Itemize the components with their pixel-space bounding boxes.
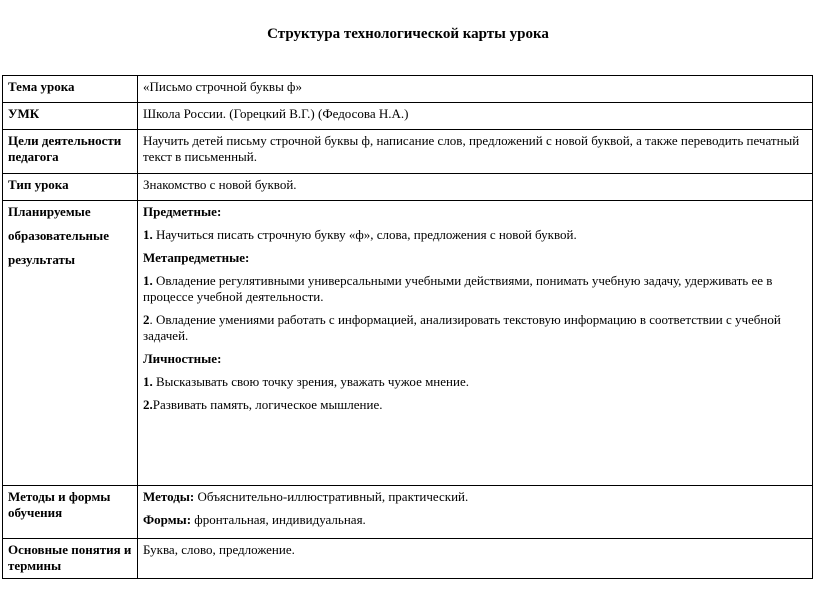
forms-text: фронтальная, индивидуальная. bbox=[191, 512, 366, 527]
meta-result-item bbox=[143, 273, 807, 305]
umk-value: Школа России. (Горецкий В.Г.) (Федосова Н.А.) bbox=[138, 103, 813, 130]
item-number: 1. bbox=[143, 374, 153, 389]
methods-value bbox=[138, 486, 813, 539]
item-number: 1. bbox=[143, 273, 153, 288]
item-text: Научиться писать строчную букву «ф», слова, предложения с новой буквой. bbox=[152, 227, 577, 242]
umk-label: УМК bbox=[3, 103, 138, 130]
personal-results-heading: Личностные: bbox=[143, 351, 222, 366]
results-value bbox=[138, 201, 813, 486]
meta-results-heading: Метапредметные: bbox=[143, 250, 250, 265]
lesson-type-value: Знакомство с новой буквой. bbox=[138, 174, 813, 201]
subject-results-heading: Предметные: bbox=[143, 204, 222, 219]
results-label-line: образовательные bbox=[8, 228, 109, 243]
meta-result-item bbox=[143, 312, 807, 344]
forms-heading: Формы: bbox=[143, 512, 192, 527]
item-number: 2. bbox=[143, 397, 153, 412]
personal-result-item bbox=[143, 397, 807, 413]
goals-label: Цели деятельности педагога bbox=[3, 130, 138, 174]
lesson-type-label: Тип урока bbox=[3, 174, 138, 201]
item-text: . Овладение умениями работать с информацией, анализировать текстовую информацию в соответствии с учебной задачей. bbox=[143, 312, 781, 343]
results-label-line: Планируемые bbox=[8, 204, 91, 219]
document-title: Структура технологической карты урока bbox=[267, 26, 549, 42]
table-row-methods bbox=[3, 486, 813, 539]
table-row-goals bbox=[3, 130, 813, 174]
lesson-structure-table bbox=[2, 75, 813, 579]
item-number: 1. bbox=[143, 227, 153, 242]
concepts-label: Основные понятия и термины bbox=[3, 539, 138, 579]
topic-value: «Письмо строчной буквы ф» bbox=[138, 76, 813, 103]
table-row-lesson-type bbox=[3, 174, 813, 201]
item-text: Овладение регулятивными универсальными учебными действиями, понимать учебную задачу, удерживать ее в процессе учебной деятельности. bbox=[143, 273, 773, 304]
item-text: Высказывать свою точку зрения, уважать чужое мнение. bbox=[152, 374, 469, 389]
topic-label: Тема урока bbox=[3, 76, 138, 103]
methods-text: Объяснительно-иллюстративный, практический. bbox=[194, 489, 469, 504]
goals-value: Научить детей письму строчной буквы ф, написание слов, предложений с новой буквой, а также переводить печатный текст в письменный. bbox=[138, 130, 813, 174]
methods-line bbox=[143, 489, 807, 505]
personal-result-item bbox=[143, 374, 807, 390]
table-row-concepts bbox=[3, 539, 813, 579]
methods-label: Методы и формы обучения bbox=[3, 486, 138, 539]
results-label bbox=[3, 201, 138, 486]
forms-line bbox=[143, 512, 807, 528]
results-label-line: результаты bbox=[8, 252, 76, 267]
table-row-umk bbox=[3, 103, 813, 130]
item-number: 2 bbox=[143, 312, 150, 327]
table-row-topic bbox=[3, 76, 813, 103]
subject-result-item bbox=[143, 227, 807, 243]
methods-heading: Методы: bbox=[143, 489, 195, 504]
table-row-results bbox=[3, 201, 813, 486]
concepts-value: Буква, слово, предложение. bbox=[138, 539, 813, 579]
item-text: Развивать память, логическое мышление. bbox=[152, 397, 383, 412]
